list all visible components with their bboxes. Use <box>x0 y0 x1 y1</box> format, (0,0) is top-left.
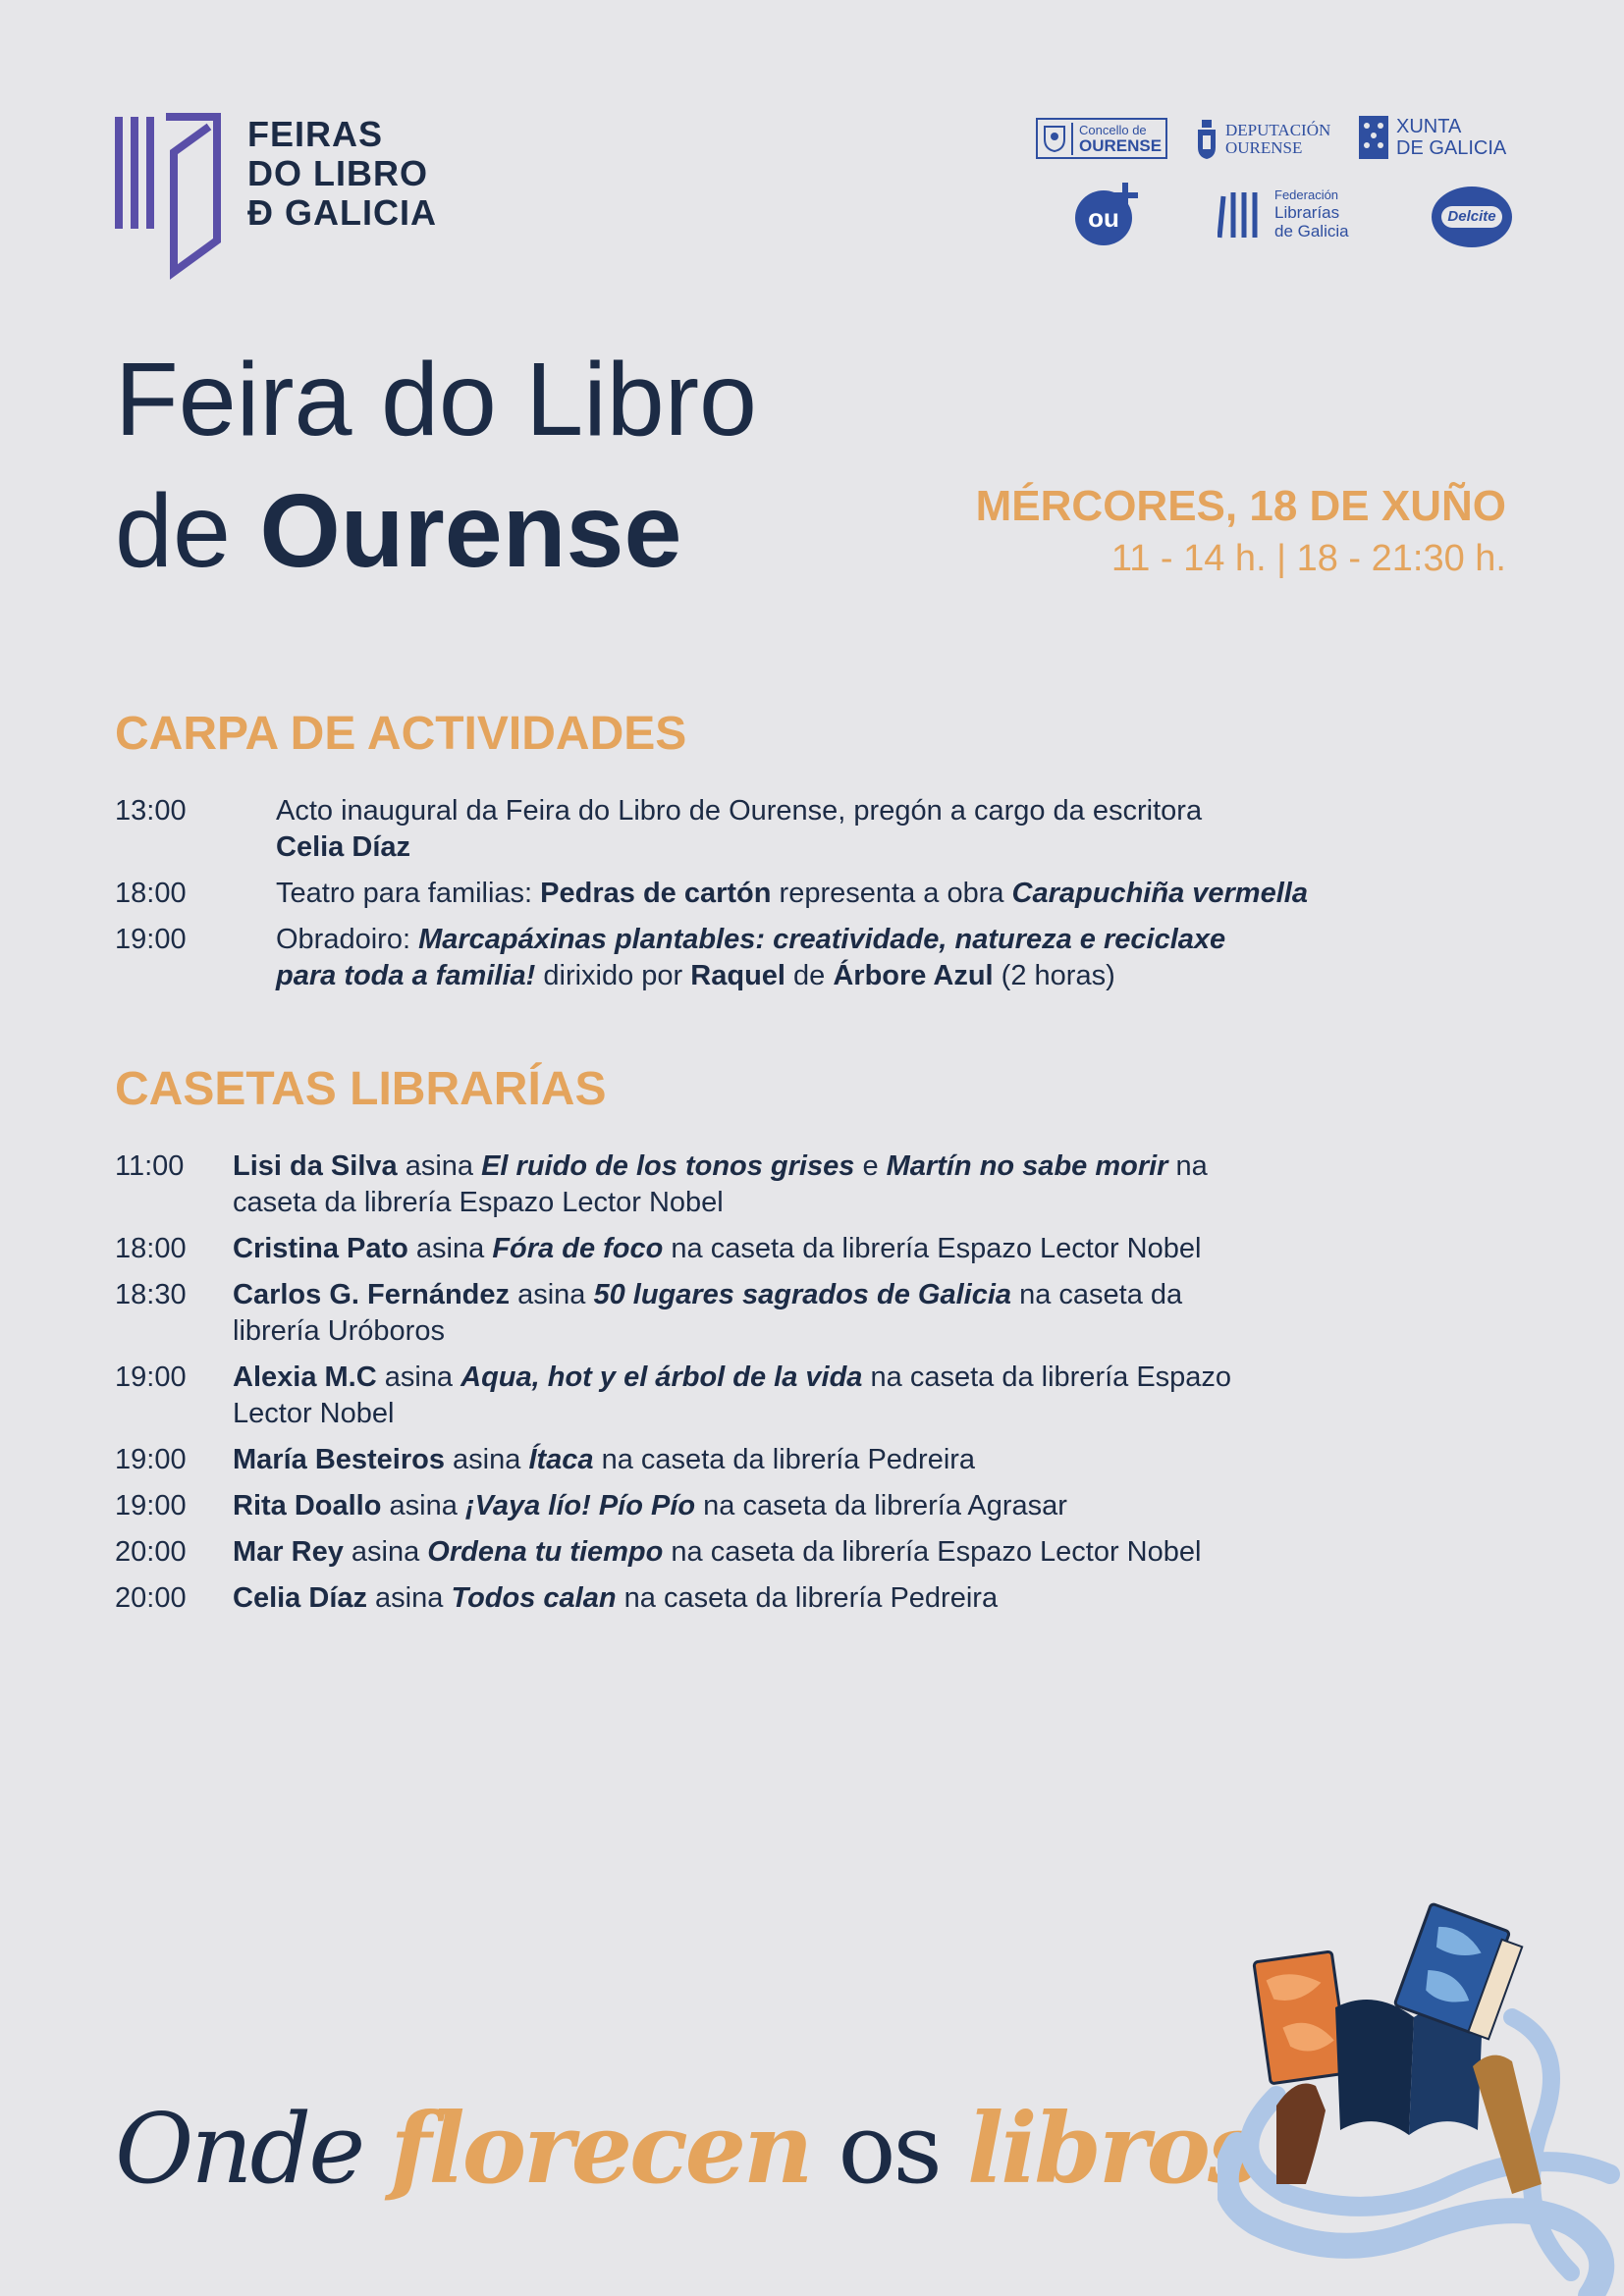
slogan-word: libros <box>966 2093 1260 2206</box>
workshop-title: Marcapáxinas plantables: creatividade, natureza e reciclaxe para toda a familia! <box>276 924 1226 991</box>
sponsor-text: OURENSE <box>1225 138 1303 157</box>
book-title: Ítaca <box>528 1444 594 1475</box>
row-time: 19:00 <box>115 924 187 955</box>
book-title: Ordena tu tiempo <box>427 1536 664 1568</box>
event-hours: 11 - 14 h. | 18 - 21:30 h. <box>1110 538 1506 579</box>
book-title: ¡Vaya lío! Pío Pío <box>464 1490 696 1522</box>
schedule-row <box>115 1442 1352 1478</box>
title-line-1: Feira do Libro <box>115 342 758 457</box>
plus-star-icon <box>1112 183 1138 208</box>
host-name: Raquel <box>690 960 785 991</box>
feiras-logo <box>115 113 437 280</box>
text-span: asina <box>510 1279 594 1310</box>
speaker-name: Celia Díaz <box>276 831 410 863</box>
author-name: Cristina Pato <box>233 1233 408 1264</box>
section-heading-casetas: CASETAS LIBRARÍAS <box>115 1063 607 1115</box>
text-span: Obradoiro: <box>276 924 419 955</box>
text-span: representa a obra <box>771 878 1012 909</box>
book-title: 50 lugares sagrados de Galicia <box>593 1279 1012 1310</box>
slogan-word: Onde <box>115 2094 391 2206</box>
text-span: na caseta da librería Uróboros <box>233 1279 1183 1347</box>
schedule-row <box>115 1148 1352 1221</box>
ou-badge: ou <box>1075 190 1132 245</box>
text-span: dirixido por <box>535 960 691 991</box>
logo-line-3: Ð GALICIA <box>247 192 437 233</box>
schedule-row <box>115 1277 1352 1350</box>
author-name: Rita Doallo <box>233 1490 382 1522</box>
slogan-word: os <box>810 2094 967 2206</box>
text-span: asina <box>367 1582 452 1614</box>
row-text <box>233 1148 1352 1221</box>
play-title: Carapuchiña vermella <box>1011 878 1308 909</box>
row-time: 19:00 <box>115 1490 187 1522</box>
text-span: Acto inaugural da Feira do Libro de Ourense, pregón a cargo da escritora <box>276 795 1203 827</box>
row-text <box>233 1231 1352 1267</box>
logo-line-2: DO LIBRO <box>247 153 428 193</box>
sponsor-text: XUNTA <box>1396 116 1462 137</box>
carpa-schedule <box>115 793 1352 1004</box>
row-text <box>233 1277 1352 1350</box>
book-title: Fóra de foco <box>492 1233 664 1264</box>
text-span: asina <box>381 1490 465 1522</box>
text-span: asina <box>343 1536 428 1568</box>
text-span: asina <box>397 1150 482 1182</box>
row-text <box>276 793 1352 866</box>
text-span: asina <box>445 1444 529 1475</box>
books-illustration <box>1218 1899 1624 2296</box>
logo-line-1: FEIRAS <box>247 114 384 154</box>
event-day: MÉRCORES, 18 DE XUÑO <box>975 482 1506 530</box>
row-time: 11:00 <box>115 1150 185 1182</box>
text-span: na caseta da librería Espazo Lector Nobel <box>663 1536 1202 1568</box>
sponsor-deputacion-ourense <box>1196 118 1330 161</box>
books-stripes-icon <box>1218 187 1265 241</box>
book-title: Aqua, hot y el árbol de la vida <box>460 1362 863 1393</box>
schedule-row <box>115 793 1352 866</box>
sponsor-ou <box>1075 183 1138 245</box>
sponsor-text: Concello de <box>1079 122 1147 137</box>
text-span: asina <box>407 1233 493 1264</box>
author-name: Mar Rey <box>233 1536 344 1568</box>
row-text <box>233 1360 1352 1432</box>
row-text <box>233 1534 1352 1571</box>
row-time: 18:00 <box>115 1233 187 1264</box>
text-span: na caseta da librería Agrasar <box>695 1490 1067 1522</box>
section-heading-carpa: CARPA DE ACTIVIDADES <box>115 708 687 760</box>
row-text <box>276 922 1352 994</box>
row-time: 19:00 <box>115 1362 187 1393</box>
row-time: 13:00 <box>115 795 187 827</box>
sponsor-text: Federación <box>1274 187 1339 202</box>
title-prefix: de <box>115 473 260 589</box>
text-span: na caseta da librería Pedreira <box>593 1444 976 1475</box>
text-span: asina <box>376 1362 461 1393</box>
row-time: 18:30 <box>115 1279 187 1310</box>
author-name: Carlos G. Fernández <box>233 1279 511 1310</box>
text-span: na caseta da librería Pedreira <box>616 1582 999 1614</box>
schedule-row <box>115 1580 1352 1617</box>
title-line-2 <box>115 465 757 597</box>
row-text <box>233 1580 1352 1617</box>
row-time: 20:00 <box>115 1582 187 1614</box>
row-time: 19:00 <box>115 1444 187 1475</box>
text-span: na caseta da librería Espazo Lector Nobel <box>233 1362 1232 1429</box>
sponsor-text: OURENSE <box>1079 135 1163 155</box>
text-span: Teatro para familias: <box>276 878 541 909</box>
book-title: El ruido de los tonos grises <box>481 1150 855 1182</box>
sponsor-text: Librarías <box>1274 203 1340 222</box>
slogan-word: florecen <box>390 2093 811 2206</box>
sponsor-delcite <box>1432 187 1512 247</box>
coat-of-arms-icon <box>1196 118 1218 161</box>
schedule-row <box>115 1488 1352 1524</box>
schedule-row <box>115 1231 1352 1267</box>
text-span: na caseta da librería Espazo Lector Nobel <box>663 1233 1202 1264</box>
row-time: 18:00 <box>115 878 187 909</box>
author-name: Celia Díaz <box>233 1582 367 1614</box>
sponsor-federacion-librarias <box>1218 187 1349 241</box>
book-title: Todos calan <box>451 1582 617 1614</box>
schedule-row <box>115 1534 1352 1571</box>
coat-of-arms-icon <box>1042 124 1067 153</box>
author-name: Alexia M.C <box>233 1362 377 1393</box>
logo-wordmark <box>247 115 437 233</box>
delcite-label: Delcite <box>1441 206 1501 228</box>
text-span: e <box>854 1150 887 1182</box>
text-span: (2 horas) <box>993 960 1115 991</box>
schedule-row <box>115 876 1352 912</box>
organisation-name: Árbore Azul <box>833 960 994 991</box>
sponsor-text: DEPUTACIÓN <box>1225 121 1331 139</box>
row-text <box>233 1442 1352 1478</box>
text-span: de <box>785 960 834 991</box>
event-date <box>976 479 1506 583</box>
sponsor-text: DE GALICIA <box>1396 137 1507 159</box>
sponsor-text: de Galicia <box>1274 222 1349 240</box>
book-logo-icon <box>115 113 225 280</box>
author-name: Lisi da Silva <box>233 1150 398 1182</box>
casetas-schedule <box>115 1148 1352 1627</box>
row-text <box>233 1488 1352 1524</box>
title-city: Ourense <box>259 473 682 589</box>
page-title <box>115 334 757 597</box>
row-text <box>276 876 1352 912</box>
xunta-emblem-icon <box>1359 116 1388 159</box>
sponsor-xunta-galicia <box>1359 116 1506 159</box>
book-title: Martín no sabe morir <box>886 1150 1168 1182</box>
slogan <box>115 2091 1259 2209</box>
schedule-row <box>115 922 1352 994</box>
author-name: María Besteiros <box>233 1444 445 1475</box>
sponsor-concello-ourense <box>1036 118 1167 159</box>
text-span: na caseta da librería Espazo Lector Nobel <box>233 1150 1208 1218</box>
row-time: 20:00 <box>115 1536 187 1568</box>
company-name: Pedras de cartón <box>540 878 772 909</box>
schedule-row <box>115 1360 1352 1432</box>
